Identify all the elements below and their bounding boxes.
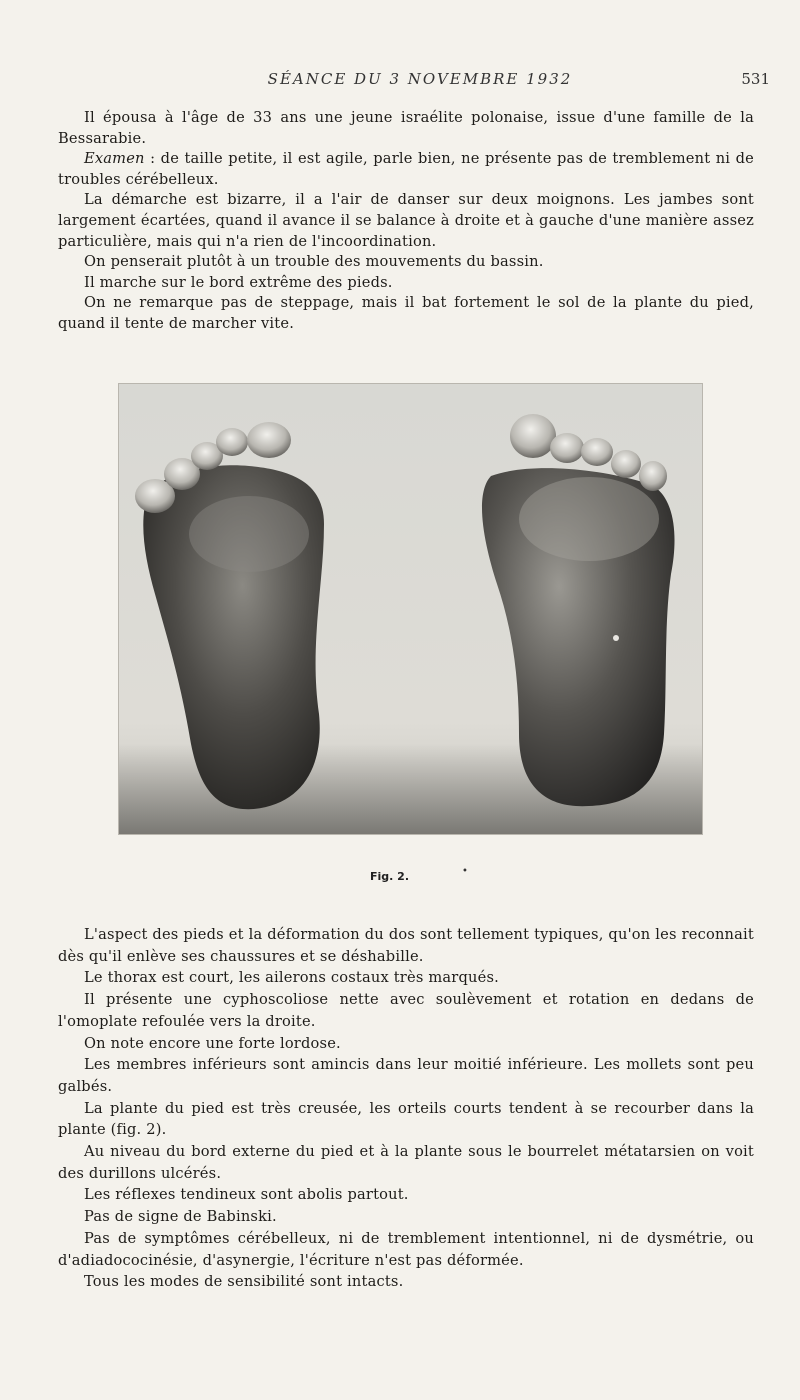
text-block-top (58, 108, 754, 335)
running-head (0, 70, 800, 94)
paragraph: La plante du pied est très creusée, les orteils courts tendent à se recourber dans la plante (fig. 2). (58, 1099, 754, 1139)
paragraph: Il présente une cyphoscoliose nette avec soulèvement et rotation en dedans de l'omoplate refoulée vers la droite. (58, 991, 754, 1030)
paragraph: On penserait plutôt à un trouble des mouvements du bassin. (84, 253, 544, 271)
text-block-bottom (58, 924, 754, 1293)
paragraph: On ne remarque pas de steppage, mais il bat fortement le sol de la plante du pied, quand il tente de marcher vite. (58, 294, 754, 332)
figure-caption: Fig. 2. (370, 870, 409, 883)
paragraph: Tous les modes de sensibilité sont intacts. (84, 1273, 404, 1291)
paragraph: Il marche sur le bord extrême des pieds. (84, 273, 393, 291)
paragraph: La démarche est bizarre, il a l'air de danser sur deux moignons. Les jambes sont largement écartées, quand il avance il se balance à droite et à gauche d'une manière assez particulière, mais qui n'a rien de l'incoordination. (58, 191, 754, 250)
paragraph: Les réflexes tendineux sont abolis partout. (84, 1186, 409, 1204)
paragraph: Pas de symptômes cérébelleux, ni de tremblement intentionnel, ni de dysmétrie, ou d'adiadococinésie, d'asynergie, l'écriture n'est pas déformée. (58, 1229, 754, 1269)
paragraph-lead: Examen (84, 150, 145, 168)
paragraph: On note encore une forte lordose. (84, 1034, 341, 1052)
paragraph: L'aspect des pieds et la déformation du dos sont tellement typiques, qu'on les reconnait dès qu'il enlève ses chaussures et se déshabille. (58, 926, 754, 965)
figure-mark: • (462, 866, 468, 877)
paragraph: Pas de signe de Babinski. (84, 1208, 277, 1226)
paragraph (58, 149, 754, 190)
paragraph-text: : de taille petite, il est agile, parle bien, ne présente pas de tremblement ni de troubles cérébelleux. (58, 150, 754, 188)
paragraph: Au niveau du bord externe du pied et à la plante sous le bourrelet métatarsien on voit des durillons ulcérés. (58, 1143, 754, 1182)
paragraph: Les membres inférieurs sont amincis dans leur moitié inférieure. Les mollets sont peu galbés. (58, 1056, 754, 1095)
running-title: SÉANCE DU 3 NOVEMBRE 1932 (267, 70, 573, 88)
paragraph: Le thorax est court, les ailerons costaux très marqués. (84, 969, 499, 987)
feet-photo-illustration (119, 384, 702, 834)
paragraph: Il épousa à l'âge de 33 ans une jeune israélite polonaise, issue d'une famille de la Bessarabie. (58, 109, 754, 147)
page-number: 531 (741, 70, 770, 88)
feet-photograph (118, 383, 703, 835)
